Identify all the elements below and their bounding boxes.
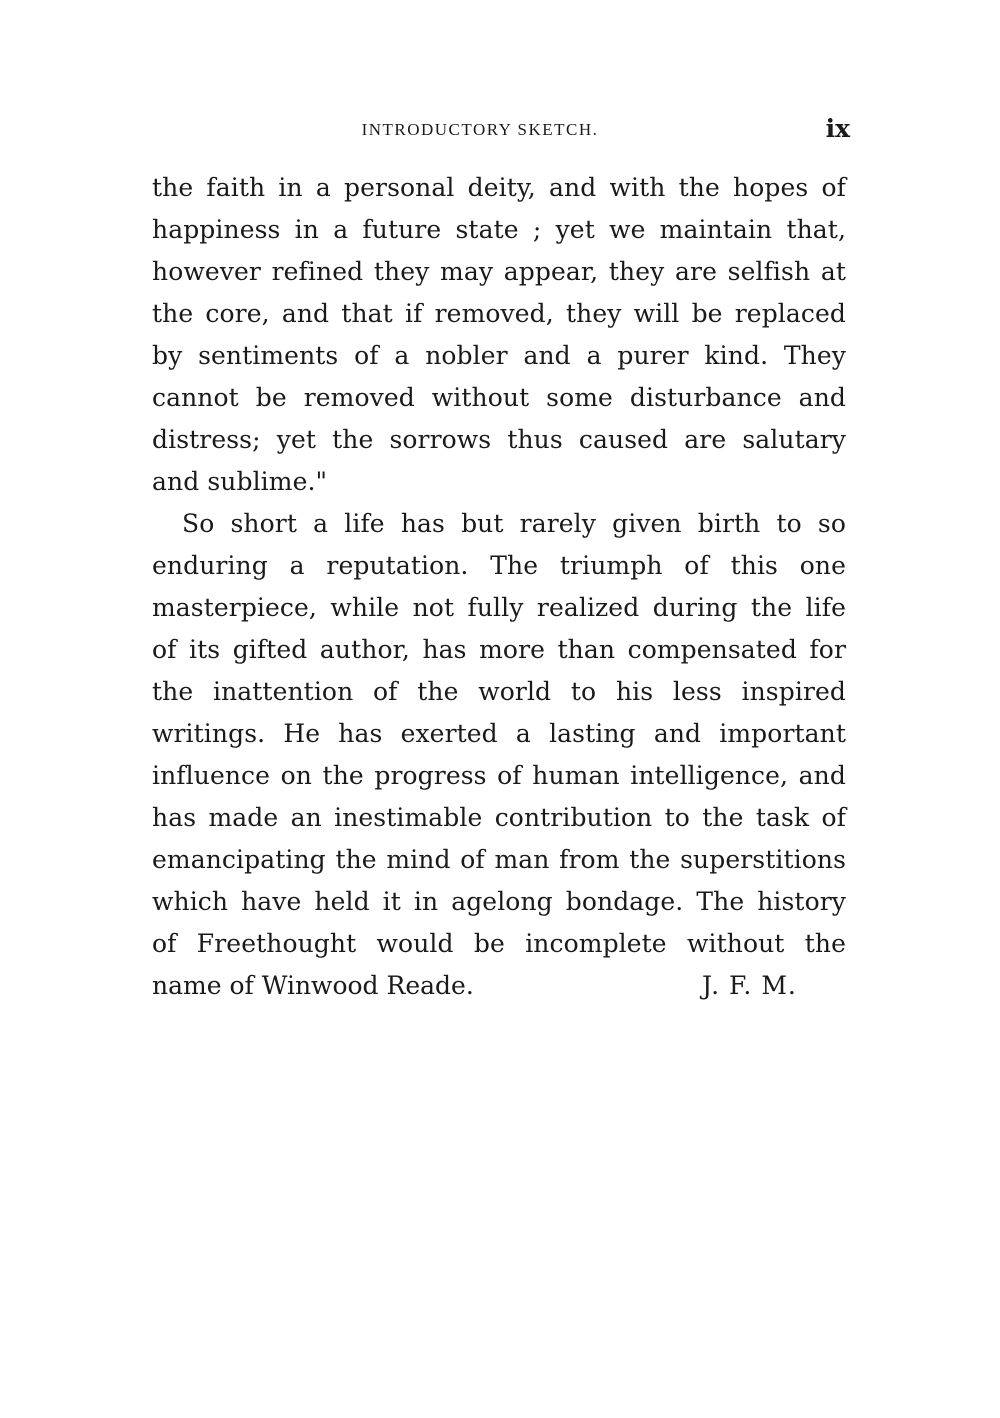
page-number: ix [825,114,850,143]
closing-line [152,965,846,1007]
body-text [152,167,846,1007]
text-line: the core, and that if removed, they will be replaced [152,299,846,328]
text-line: the inattention of the world to his less inspired [152,677,846,706]
running-head [0,114,1000,148]
text-line: emancipating the mind of man from the superstitions [152,845,846,874]
text-line: of its gifted author, has more than compensated for [152,635,846,664]
text-line: distress; yet the sorrows thus caused are salutary [152,425,846,454]
text-line: enduring a reputation. The triumph of this one [152,551,846,580]
text-line: cannot be removed without some disturbance and [152,383,846,412]
text-line: by sentiments of a nobler and a purer kind. They [152,341,846,370]
running-title: INTRODUCTORY SKETCH. [361,120,599,139]
text-line: which have held it in agelong bondage. The history [152,887,846,916]
text-line: the faith in a personal deity, and with the hopes of [152,173,846,202]
text-line: has made an inestimable contribution to the task of [152,803,846,832]
text-line: of Freethought would be incomplete without the [152,929,846,958]
text-line: however refined they may appear, they are selfish at [152,257,846,286]
text-line: influence on the progress of human intelligence, and [152,761,846,790]
author-initials: J. F. M. [702,971,797,1000]
text-line: masterpiece, while not fully realized during the life [152,593,846,622]
text-line: happiness in a future state ; yet we maintain that, [152,215,846,244]
paragraph-start-line: So short a life has but rarely given birth to so [182,509,846,538]
text-line: and sublime." [152,467,328,496]
text-line: writings. He has exerted a lasting and important [152,719,846,748]
closing-text: name of Winwood Reade. [152,971,474,1000]
